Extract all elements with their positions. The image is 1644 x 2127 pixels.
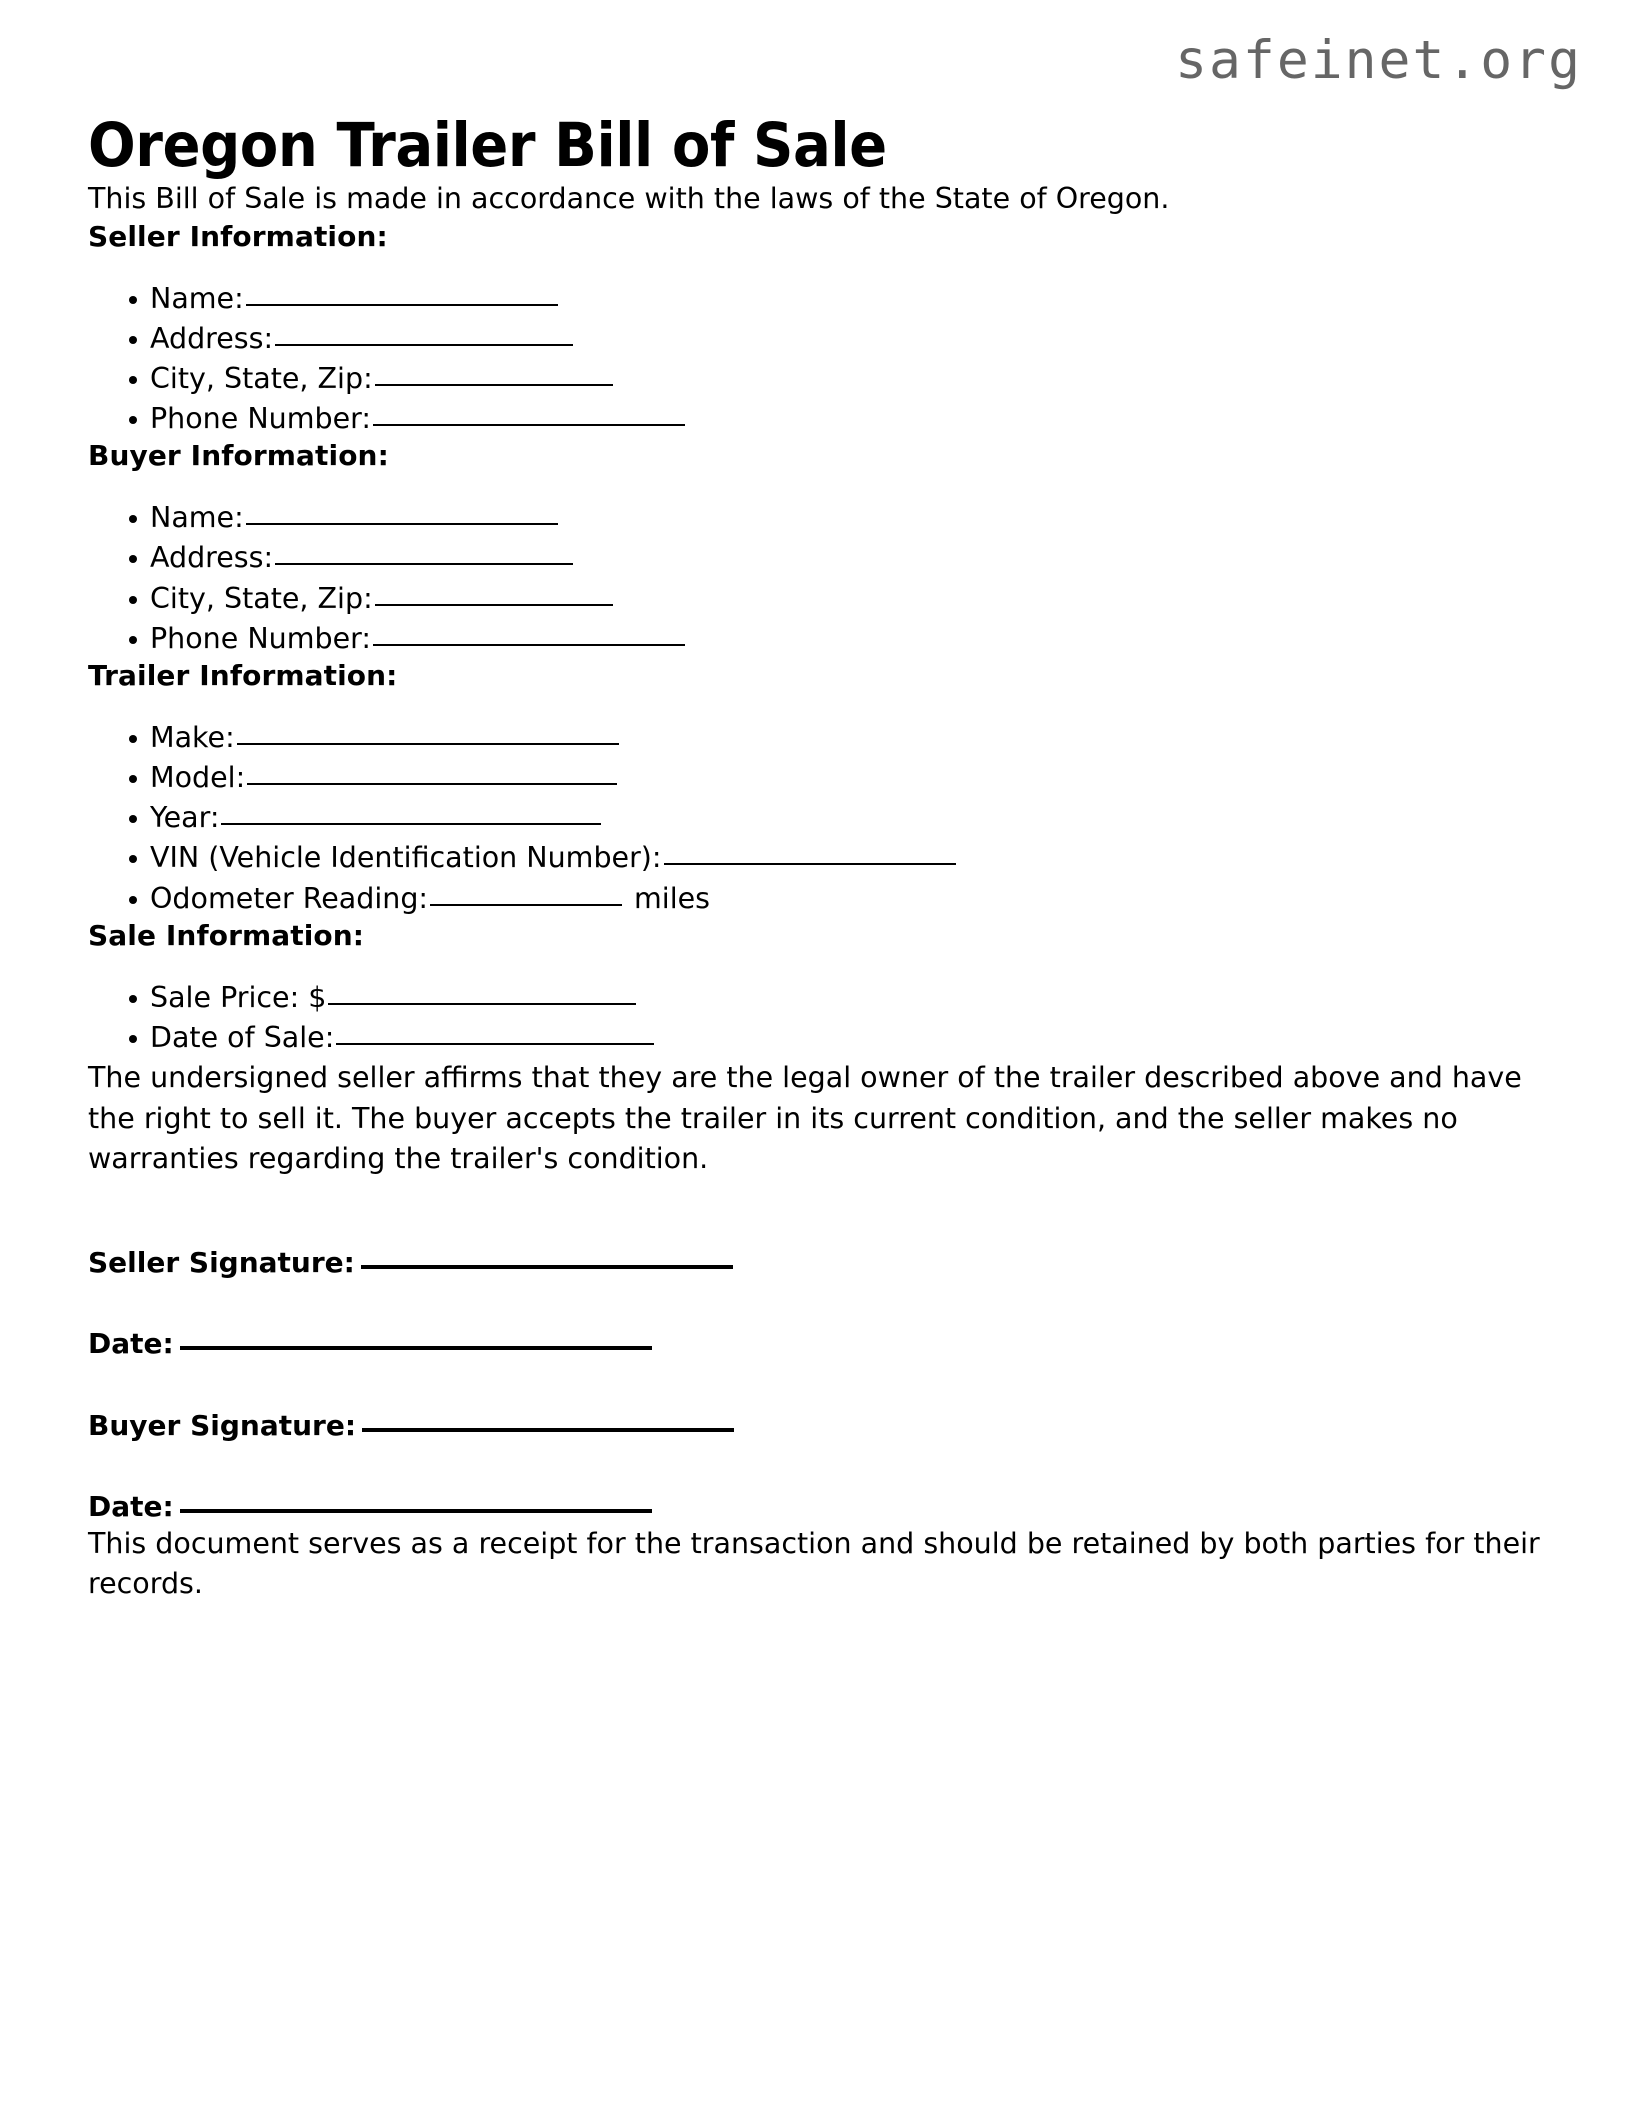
section-heading-buyer: Buyer Information: xyxy=(88,439,389,473)
field-date-of-sale xyxy=(88,1018,1554,1058)
field-buyer-name xyxy=(88,498,1554,538)
field-label: Odometer Reading: xyxy=(150,881,429,915)
seller-signature-row xyxy=(88,1246,1554,1280)
field-buyer-city-state-zip xyxy=(88,579,1554,619)
buyer-signature-rule[interactable] xyxy=(362,1428,734,1432)
field-label: Name: xyxy=(150,501,244,535)
intro-paragraph: This Bill of Sale is made in accordance with the laws of the State of Oregon. xyxy=(88,182,1170,216)
fill-in-rule[interactable] xyxy=(246,523,558,525)
field-trailer-vin xyxy=(88,838,1554,878)
closing-paragraph: This document serves as a receipt for the transaction and should be retained by both parties for their records. xyxy=(88,1526,1540,1601)
fill-in-rule[interactable] xyxy=(375,384,613,386)
buyer-date-rule[interactable] xyxy=(180,1509,652,1513)
page-title: Oregon Trailer Bill of Sale xyxy=(88,110,887,181)
fill-in-rule[interactable] xyxy=(247,783,617,785)
seller-date-label: Date: xyxy=(88,1327,174,1361)
field-label: Address: xyxy=(150,541,274,575)
field-trailer-model xyxy=(88,758,1554,798)
field-label: VIN (Vehicle Identification Number): xyxy=(150,841,662,875)
fill-in-rule[interactable] xyxy=(664,863,956,865)
field-label: Year: xyxy=(150,801,220,835)
field-seller-name xyxy=(88,279,1554,319)
seller-date-rule[interactable] xyxy=(180,1346,652,1350)
site-watermark: safeinet.org xyxy=(1175,30,1582,91)
seller-signature-label: Seller Signature: xyxy=(88,1245,355,1279)
fill-in-rule[interactable] xyxy=(373,644,685,646)
seller-date-row xyxy=(88,1327,1554,1361)
field-label: Phone Number: xyxy=(150,402,371,436)
field-label: City, State, Zip: xyxy=(150,581,373,615)
field-label: City, State, Zip: xyxy=(150,361,373,395)
field-label: Phone Number: xyxy=(150,621,371,655)
section-heading-seller: Seller Information: xyxy=(88,219,388,253)
field-unit-suffix: miles xyxy=(634,881,711,915)
field-trailer-year xyxy=(88,798,1554,838)
buyer-field-list xyxy=(88,498,1554,659)
fill-in-rule[interactable] xyxy=(246,304,558,306)
buyer-date-label: Date: xyxy=(88,1490,174,1524)
seller-field-list xyxy=(88,279,1554,440)
buyer-date-row xyxy=(88,1490,1554,1524)
fill-in-rule[interactable] xyxy=(336,1043,654,1045)
field-seller-phone xyxy=(88,399,1554,439)
field-trailer-odometer xyxy=(88,879,1554,919)
field-sale-price xyxy=(88,978,1554,1018)
sale-field-list xyxy=(88,978,1554,1058)
buyer-signature-label: Buyer Signature: xyxy=(88,1408,357,1442)
fill-in-rule[interactable] xyxy=(275,563,573,565)
document-content xyxy=(88,0,1554,1605)
field-label: Name: xyxy=(150,281,244,315)
fill-in-rule[interactable] xyxy=(237,743,619,745)
fill-in-rule[interactable] xyxy=(328,1003,636,1005)
section-heading-trailer: Trailer Information: xyxy=(88,658,398,692)
field-buyer-phone xyxy=(88,619,1554,659)
field-seller-city-state-zip xyxy=(88,359,1554,399)
field-trailer-make xyxy=(88,718,1554,758)
fill-in-rule[interactable] xyxy=(430,904,622,906)
field-label: Make: xyxy=(150,720,235,754)
trailer-field-list xyxy=(88,718,1554,919)
field-label: Sale Price: $ xyxy=(150,980,327,1014)
fill-in-rule[interactable] xyxy=(375,604,613,606)
affirmation-paragraph: The undersigned seller affirms that they are the legal owner of the trailer described above and have the right to sell it. The buyer accepts the trailer in its current condition, and the seller makes no warranties regarding the trailer's condition. xyxy=(88,1061,1522,1176)
section-heading-sale: Sale Information: xyxy=(88,918,365,952)
seller-signature-rule[interactable] xyxy=(361,1265,733,1269)
field-seller-address xyxy=(88,319,1554,359)
field-label: Model: xyxy=(150,761,246,795)
field-label: Address: xyxy=(150,321,274,355)
buyer-signature-row xyxy=(88,1409,1554,1443)
fill-in-rule[interactable] xyxy=(373,424,685,426)
fill-in-rule[interactable] xyxy=(275,344,573,346)
field-buyer-address xyxy=(88,538,1554,578)
fill-in-rule[interactable] xyxy=(221,823,601,825)
field-label: Date of Sale: xyxy=(150,1020,335,1054)
